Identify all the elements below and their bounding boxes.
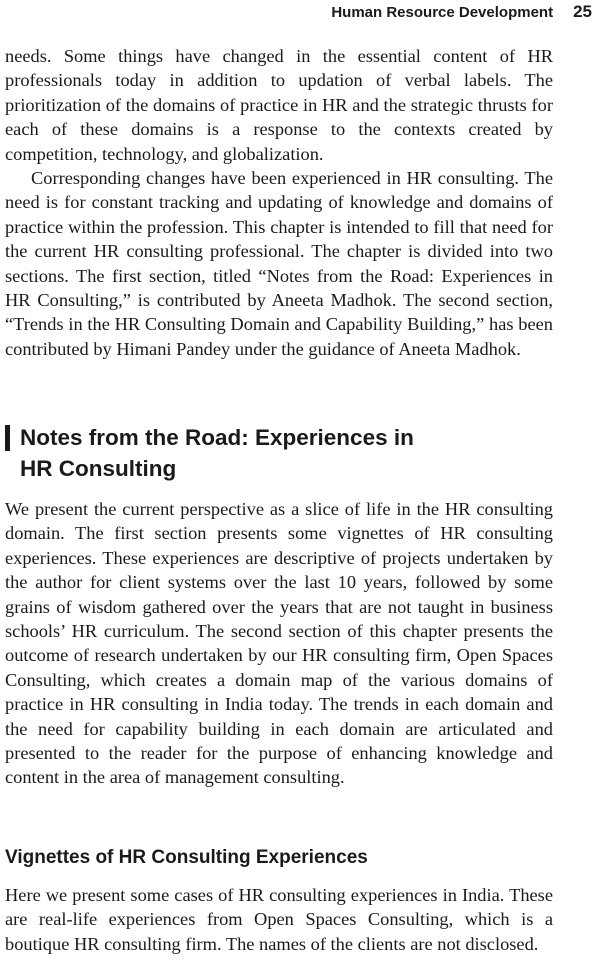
running-head-title: Human Resource Development — [331, 4, 554, 21]
paragraph-section-intro: We present the current perspective as a slice of life in the HR consulting domain. The first section presents some vignettes of HR consulting experiences. These experiences are descriptive of projects undertaken by the author for client systems over the last 10 years, followed by some grains of wisdom gathered over the years that are not taught in business schools’ HR curriculum. The second section of this chapter presents the outcome of research undertaken by our HR consulting firm, Open Spaces Consulting, which creates a domain map of the various domains of practice in HR consulting in India today. The trends in each domain and the need for capability building in each domain are articulated and presented to the reader for the purpose of enhancing knowledge and content in the area of management consulting. — [5, 499, 553, 788]
heading-bar-marker — [5, 425, 10, 451]
paragraph-vignettes-intro: Here we present some cases of HR consulting experiences in India. These are real-life experiences from Open Spaces Consulting, which is a boutique HR consulting firm. The names of the clients are not disclosed. — [5, 885, 553, 954]
section-heading — [5, 422, 565, 484]
section-heading-text: Notes from the Road: Experiences in HR Consulting — [20, 425, 414, 481]
page-number: 25 — [573, 2, 592, 21]
paragraph-continued: needs. Some things have changed in the essential content of HR professionals today in addition to updation of verbal labels. The prioritization of the domains of practice in HR and the strategic thrusts for each of these domains is a response to the contexts created by competition, technology, and globalization. — [5, 46, 553, 164]
subsection-heading: Vignettes of HR Consulting Experiences — [5, 847, 368, 868]
running-head — [0, 2, 592, 22]
paragraph-chapter-overview: Corresponding changes have been experienced in HR consulting. The need is for constant tracking and updating of knowledge and domains of practice within the profession. This chapter is intended to fill that need for the current HR consulting professional. The chapter is divided into two sections. The first section, titled “Notes from the Road: Experiences in HR Consulting,” is contributed by Aneeta Madhok. The second section, “Trends in the HR Consulting Domain and Capability Building,” has been contributed by Himani Pandey under the guidance of Aneeta Madhok. — [5, 168, 553, 359]
